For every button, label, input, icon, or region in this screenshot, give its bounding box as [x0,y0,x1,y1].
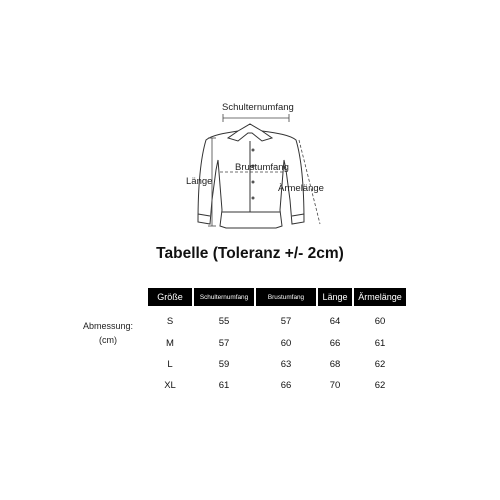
cell-size: S [166,316,174,327]
collar-shape [228,124,272,141]
cell-sleeve: 62 [374,380,386,391]
cell-shoulder: 55 [218,316,230,327]
cell-chest: 60 [280,338,292,349]
table-row [148,354,406,375]
button [252,149,255,152]
header-chest: Brustumfang [256,288,316,306]
unit-label: (cm) [99,335,117,345]
length-label: Länge [186,176,213,187]
cell-length: 64 [329,316,341,327]
table-row [148,375,406,396]
cell-chest: 66 [280,380,292,391]
body-outline [198,131,304,228]
cell-length: 70 [329,380,341,391]
cell-chest: 63 [280,359,292,370]
cell-sleeve: 61 [374,338,386,349]
header-shoulder: Schulternumfang [194,288,254,306]
cell-size: L [167,359,173,370]
button [252,181,255,184]
cell-shoulder: 61 [218,380,230,391]
cell-size: XL [164,380,176,391]
right-cuff [292,214,304,216]
cell-sleeve: 62 [374,359,386,370]
sleeve-label: Ärmelänge [278,183,324,194]
button [252,197,255,200]
cell-sleeve: 60 [374,316,386,327]
left-cuff [198,214,210,216]
table-title: Tabelle (Toleranz +/- 2cm) [156,245,344,262]
cell-length: 68 [329,359,341,370]
cell-length: 66 [329,338,341,349]
size-table [146,288,408,396]
jacket-illustration [0,0,500,240]
table-row [148,306,406,333]
measurement-diagram [0,0,500,240]
measurement-label: Abmessung: [82,321,134,331]
sleeve-measure-line [299,140,320,224]
table-header-row [148,288,406,306]
header-length: Länge [318,288,352,306]
shoulder-label: Schulternumfang [222,102,294,113]
cell-shoulder: 59 [218,359,230,370]
cell-shoulder: 57 [218,338,230,349]
table-row [148,333,406,354]
chest-label: Brustumfang [235,162,289,173]
header-size: Größe [148,288,192,306]
header-sleeve: Ärmelänge [354,288,406,306]
cell-chest: 57 [280,316,292,327]
cell-size: M [166,338,174,349]
